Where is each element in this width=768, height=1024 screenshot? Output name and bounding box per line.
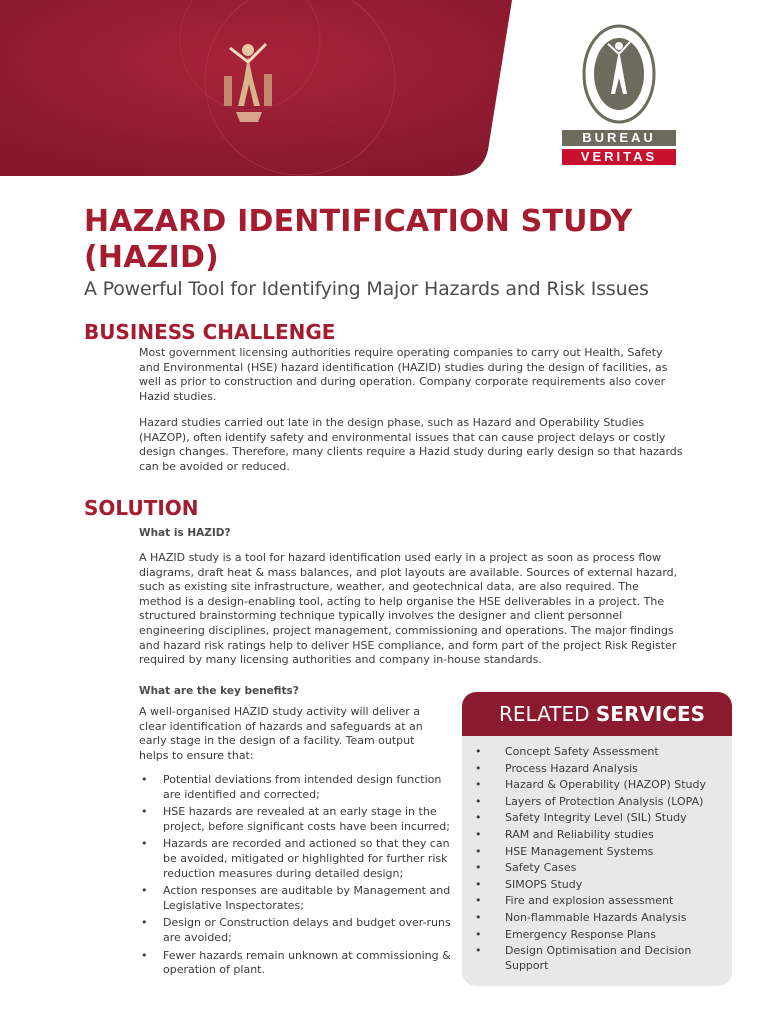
list-item: • Fire and explosion assessment [462,894,732,908]
related-services-heading [462,692,732,736]
bureau-veritas-logo [562,24,676,166]
list-item: • Hazards are recorded and actioned so that they can be avoided, mitigated or highlighted for further risk reduction measures during detailed design; [139,837,451,881]
logo-word-veritas: VERITAS [562,149,676,165]
business-paragraph-1: Most government licensing authorities require operating companies to carry out Health, Safety and Environmental (HSE) hazard identification (HAZID) studies during the design of facilities, as well as prior to construction and during operation. Company corporate requirements also cover Hazid studies. [139,346,668,403]
page-subtitle: A Powerful Tool for Identifying Major Hazards and Risk Issues [84,278,649,300]
list-item: • RAM and Reliability studies [462,828,732,842]
list-item: • Safety Cases [462,861,732,875]
list-item: • Layers of Protection Analysis (LOPA) [462,795,732,809]
key-benefits-question: What are the key benefits? [139,685,299,697]
page-title: HAZARD IDENTIFICATION STUDY (HAZID) [84,204,633,275]
list-item: • Hazard & Operability (HAZOP) Study [462,778,732,792]
business-paragraph-2: Hazard studies carried out late in the design phase, such as Hazard and Operability Studies (HAZOP), often identify safety and environmental issues that can cause project delays or costly design changes. Therefore, many clients require a Hazid study during early design so that hazards can be avoided or reduced. [139,416,683,473]
related-heading-bold: SERVICES [595,702,706,726]
solution-paragraph-1: A HAZID study is a tool for hazard identification used early in a project as soon as process flow diagrams, draft heat & mass balances, and plot layouts are available. Sources of external hazard, such as existing site infrastructure, weather, and geotechnical data, are also required. The method is a design-enabling tool, acting to help organise the HSE deliverables in a project. The structured brainstorming technique typically involves the designer and client personnel engineering disciplines, project management, commissioning and operations. The major findings and hazard risk ratings help to deliver HSE compliance, and form part of the project Risk Register required by many licensing authorities and company in-house standards. [139,551,678,667]
related-services-list [462,745,732,975]
list-item: • Action responses are auditable by Management and Legislative Inspectorates; [139,884,451,913]
list-item: • HSE hazards are revealed at an early stage in the project, before significant costs have been incurred; [139,805,451,834]
list-item: • SIMOPS Study [462,878,732,892]
benefits-intro-paragraph: A well-organised HAZID study activity will deliver a clear identification of hazards and safeguards at an early stage in the design of a facility. Team output helps to ensure that: [139,705,423,762]
benefits-list [139,773,451,981]
related-services-box [462,692,732,986]
list-item: • Fewer hazards remain unknown at commissioning & operation of plant. [139,949,451,978]
logo-word-bureau: BUREAU [562,130,676,146]
list-item: • Emergency Response Plans [462,928,732,942]
list-item: • Non-flammable Hazards Analysis [462,911,732,925]
hero-figure-emblem [218,36,280,128]
solution-heading: SOLUTION [84,496,199,520]
list-item: • Potential deviations from intended design function are identified and corrected; [139,773,451,802]
list-item: • Design Optimisation and Decision Support [462,944,732,973]
list-item: • Concept Safety Assessment [462,745,732,759]
bureau-veritas-seal [582,24,656,124]
list-item: • Process Hazard Analysis [462,762,732,776]
list-item: • Safety Integrity Level (SIL) Study [462,811,732,825]
list-item: • HSE Management Systems [462,845,732,859]
what-is-hazid-question: What is HAZID? [139,527,231,539]
list-item: • Design or Construction delays and budget over-runs are avoided; [139,916,451,945]
related-heading-light: RELATED [499,702,590,726]
business-challenge-heading: BUSINESS CHALLENGE [84,320,336,344]
